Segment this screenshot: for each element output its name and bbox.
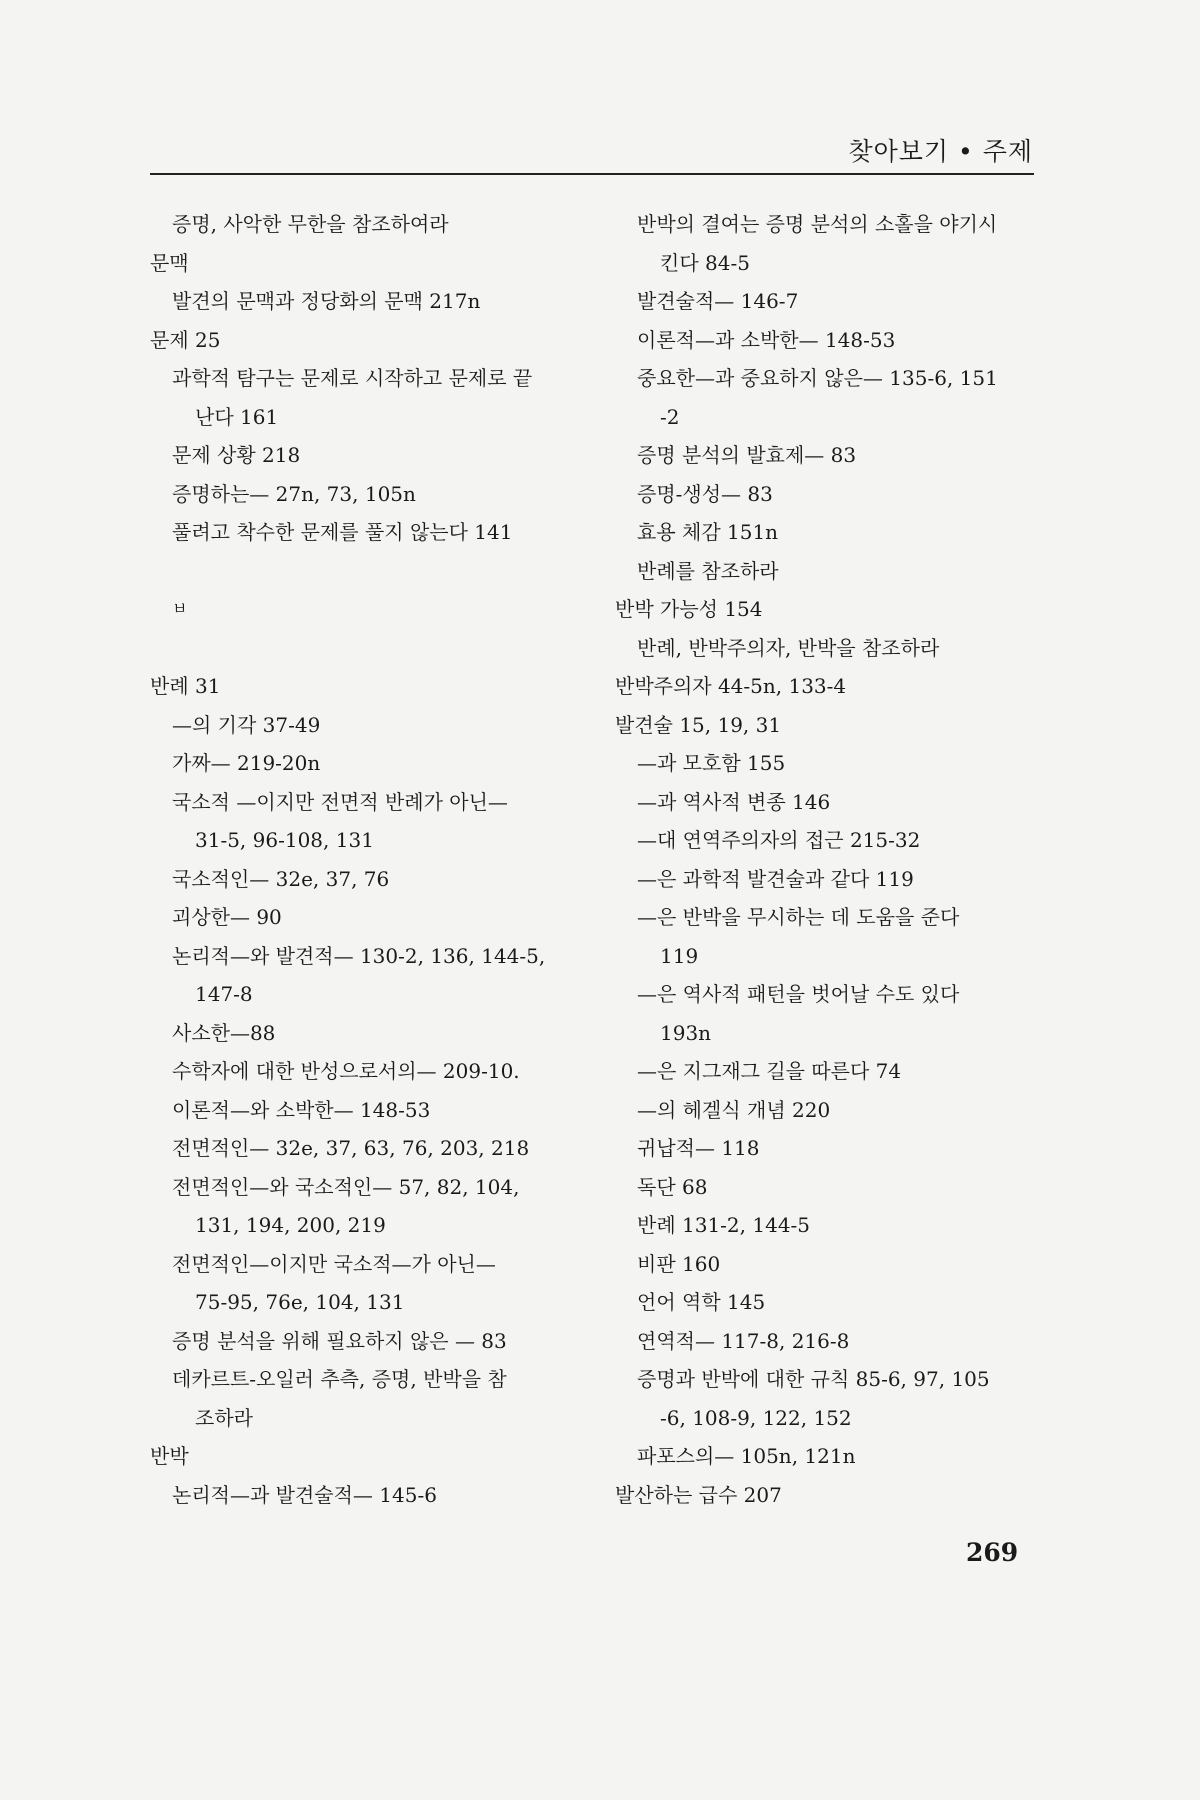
spacer <box>150 629 590 668</box>
index-subentry: —의 헤겔식 개념 220 <box>637 1097 831 1122</box>
index-subentry: 119 <box>660 943 699 968</box>
index-subentry: 증명 분석을 위해 필요하지 않은 — 83 <box>172 1328 507 1353</box>
index-column-left <box>150 205 590 1514</box>
index-subentry: 파포스의— 105n, 121n <box>637 1444 856 1468</box>
index-subentry: 킨다 84-5 <box>660 250 750 275</box>
index-subentry: 전면적인—와 국소적인— 57, 82, 104, <box>172 1174 520 1199</box>
index-heading: 반박 <box>150 1444 189 1468</box>
index-subentry: 효용 체감 151n <box>637 520 779 544</box>
index-subentry: —은 역사적 패턴을 벗어날 수도 있다 <box>637 982 960 1006</box>
index-subentry: —은 과학적 발견술과 같다 119 <box>637 866 914 891</box>
index-subentry: 귀납적— 118 <box>637 1136 760 1160</box>
index-subentry: 괴상한— 90 <box>172 905 282 929</box>
header-title: 찾아보기 • 주제 <box>848 137 1033 166</box>
index-subentry: 논리적—와 발견적— 130-2, 136, 144-5, <box>172 943 546 968</box>
index-subentry: 전면적인— 32e, 37, 63, 76, 203, 218 <box>172 1136 530 1160</box>
index-subentry: 전면적인—이지만 국소적—가 아닌— <box>172 1251 496 1276</box>
index-subentry: 수학자에 대한 반성으로서의— 209-10. <box>172 1059 520 1083</box>
index-subentry: 논리적—과 발견술적— 145-6 <box>172 1482 437 1507</box>
index-subentry: 연역적— 117-8, 216-8 <box>637 1328 850 1353</box>
index-subentry: 발견술적— 146-7 <box>637 289 799 313</box>
index-subentry: —은 반박을 무시하는 데 도움을 준다 <box>637 905 960 929</box>
index-subentry: 국소적인— 32e, 37, 76 <box>172 866 390 891</box>
index-subentry: 국소적 —이지만 전면적 반례가 아닌— <box>172 789 508 814</box>
index-subentry: 발견의 문맥과 정당화의 문맥 217n <box>172 289 481 313</box>
index-subentry: 중요한—과 중요하지 않은— 135-6, 151 <box>637 366 998 390</box>
index-subentry: -6, 108-9, 122, 152 <box>660 1405 852 1430</box>
spacer <box>150 552 590 591</box>
index-subentry: 193n <box>660 1020 712 1045</box>
index-subentry: 75-95, 76e, 104, 131 <box>195 1290 405 1314</box>
index-subentry: 가짜— 219-20n <box>172 751 321 775</box>
index-subentry: —은 지그재그 길을 따른다 74 <box>637 1059 902 1083</box>
index-subentry: 증명하는— 27n, 73, 105n <box>172 481 416 506</box>
index-heading: 발산하는 급수 207 <box>615 1482 782 1507</box>
index-heading: 문제 25 <box>150 327 221 352</box>
page-number: 269 <box>966 1538 1019 1567</box>
index-subentry: —과 모호함 155 <box>637 751 786 775</box>
index-subentry: -2 <box>660 404 680 429</box>
index-subentry: 증명, 사악한 무한을 참조하여라 <box>172 212 449 236</box>
index-subentry: 비판 160 <box>637 1251 721 1276</box>
index-subentry: 사소한—88 <box>172 1020 276 1045</box>
index-subentry: 조하라 <box>195 1405 253 1430</box>
index-subentry: 데카르트-오일러 추측, 증명, 반박을 참 <box>172 1367 507 1391</box>
index-subentry: 증명-생성— 83 <box>637 481 773 506</box>
index-subentry: 증명과 반박에 대한 규칙 85-6, 97, 105 <box>637 1367 990 1391</box>
index-subentry: —의 기각 37-49 <box>172 712 321 737</box>
index-subentry: 147-8 <box>195 982 253 1006</box>
index-subentry: 과학적 탐구는 문제로 시작하고 문제로 끝 <box>172 366 533 390</box>
index-column-right <box>615 205 1060 1514</box>
index-subentry: 이론적—과 소박한— 148-53 <box>637 327 896 352</box>
index-subentry: 반례 131-2, 144-5 <box>637 1213 811 1237</box>
index-heading: 발견술 15, 19, 31 <box>615 712 782 737</box>
index-subentry: 반박의 결여는 증명 분석의 소홀을 야기시 <box>637 212 998 236</box>
index-heading: 반박 가능성 154 <box>615 597 763 621</box>
index-heading: 반박주의자 44-5n, 133-4 <box>615 674 847 698</box>
index-subentry: 문제 상황 218 <box>172 443 301 467</box>
index-heading: 반례 31 <box>150 674 221 698</box>
index-subentry: 131, 194, 200, 219 <box>195 1213 386 1237</box>
index-subentry: 반례, 반박주의자, 반박을 참조하라 <box>637 635 940 660</box>
running-header <box>150 132 1033 172</box>
index-subentry: —대 연역주의자의 접근 215-32 <box>637 828 921 852</box>
index-subentry: 증명 분석의 발효제— 83 <box>637 443 857 467</box>
section-letter: ㅂ <box>172 599 188 618</box>
header-rule <box>150 173 1034 175</box>
index-subentry: 31-5, 96-108, 131 <box>195 828 374 852</box>
index-subentry: 난다 161 <box>195 404 279 429</box>
index-subentry: 독단 68 <box>637 1174 708 1199</box>
index-subentry: 이론적—와 소박한— 148-53 <box>172 1097 431 1122</box>
index-subentry: 반례를 참조하라 <box>637 558 779 583</box>
index-heading: 문맥 <box>150 250 189 275</box>
index-subentry: —과 역사적 변종 146 <box>637 789 831 814</box>
index-subentry: 언어 역학 145 <box>637 1290 766 1314</box>
index-subentry: 풀려고 착수한 문제를 풀지 않는다 141 <box>172 520 513 544</box>
